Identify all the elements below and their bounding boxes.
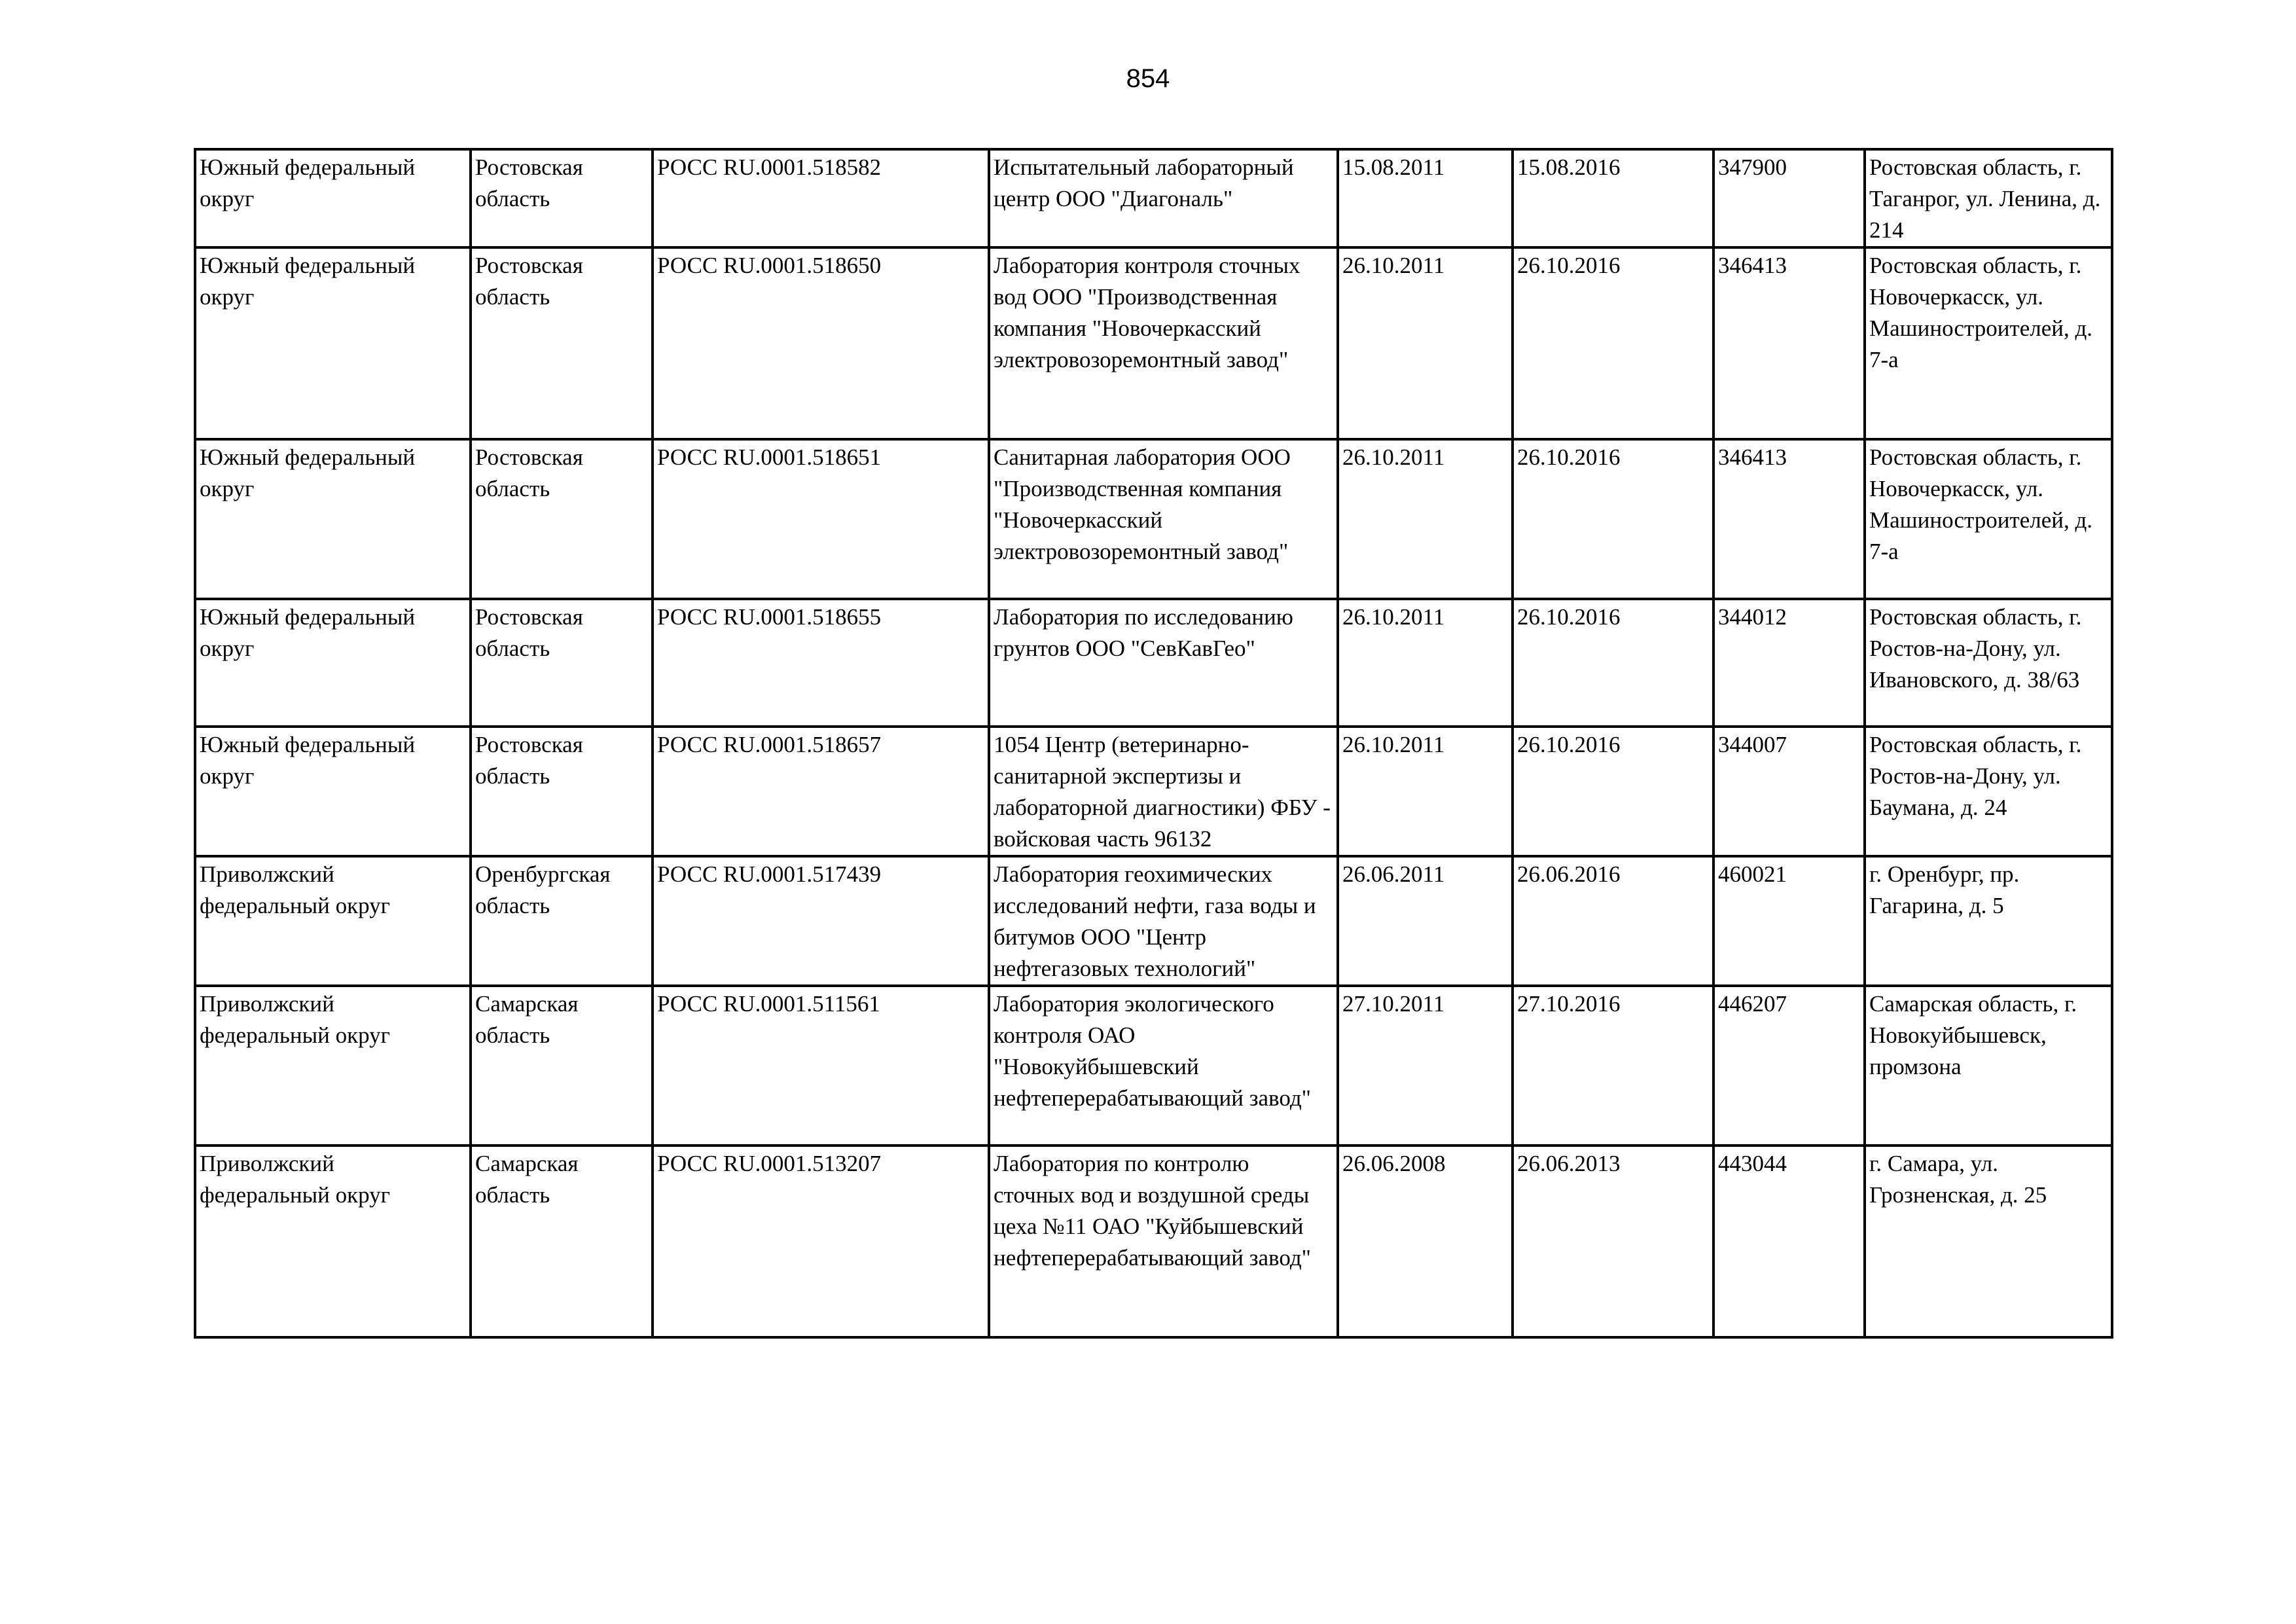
district-cell: Приволжский федеральный округ (195, 1146, 471, 1337)
address-cell: Ростовская область, г. Таганрог, ул. Ленина, д. 214 (1865, 149, 2112, 247)
date-from-cell: 26.06.2011 (1338, 856, 1513, 986)
table-row (195, 599, 2112, 727)
date-to-cell: 15.08.2016 (1513, 149, 1713, 247)
date-to-cell: 26.06.2016 (1513, 856, 1713, 986)
certificate-number-cell: РОСС RU.0001.511561 (653, 986, 989, 1146)
table-row (195, 986, 2112, 1146)
date-to-cell: 26.06.2013 (1513, 1146, 1713, 1337)
date-to-cell: 26.10.2016 (1513, 599, 1713, 727)
table-row (195, 1146, 2112, 1337)
laboratory-name-cell: Лаборатория по исследованию грунтов ООО "СевКавГео" (989, 599, 1338, 727)
district-cell: Приволжский федеральный округ (195, 856, 471, 986)
laboratory-name-cell: Лаборатория по контролю сточных вод и воздушной среды цеха №11 ОАО "Куйбышевский нефтеперерабатывающий завод" (989, 1146, 1338, 1337)
date-from-cell: 26.10.2011 (1338, 599, 1513, 727)
laboratory-registry-table (194, 148, 2113, 1339)
postal-index-cell: 344012 (1713, 599, 1865, 727)
postal-index-cell: 460021 (1713, 856, 1865, 986)
region-cell: Ростовская область (471, 727, 653, 856)
date-from-cell: 15.08.2011 (1338, 149, 1513, 247)
date-to-cell: 26.10.2016 (1513, 727, 1713, 856)
laboratory-name-cell: Лаборатория контроля сточных вод ООО "Производственная компания "Новочеркасский электровозоремонтный завод" (989, 247, 1338, 439)
laboratory-name-cell: Лаборатория экологического контроля ОАО "Новокуйбышевский нефтеперерабатывающий завод" (989, 986, 1338, 1146)
laboratory-name-cell: 1054 Центр (ветеринарно-санитарной экспертизы и лабораторной диагностики) ФБУ - войсковая часть 96132 (989, 727, 1338, 856)
date-from-cell: 26.10.2011 (1338, 247, 1513, 439)
district-cell: Южный федеральный округ (195, 727, 471, 856)
postal-index-cell: 346413 (1713, 439, 1865, 599)
postal-index-cell: 347900 (1713, 149, 1865, 247)
region-cell: Ростовская область (471, 439, 653, 599)
address-cell: Самарская область, г. Новокуйбышевск, промзона (1865, 986, 2112, 1146)
date-to-cell: 26.10.2016 (1513, 439, 1713, 599)
postal-index-cell: 443044 (1713, 1146, 1865, 1337)
postal-index-cell: 346413 (1713, 247, 1865, 439)
certificate-number-cell: РОСС RU.0001.518657 (653, 727, 989, 856)
region-cell: Ростовская область (471, 149, 653, 247)
address-cell: Ростовская область, г. Ростов-на-Дону, ул. Баумана, д. 24 (1865, 727, 2112, 856)
district-cell: Южный федеральный округ (195, 149, 471, 247)
date-from-cell: 27.10.2011 (1338, 986, 1513, 1146)
certificate-number-cell: РОСС RU.0001.518655 (653, 599, 989, 727)
address-cell: г. Оренбург, пр. Гагарина, д. 5 (1865, 856, 2112, 986)
table-body (195, 149, 2112, 1337)
region-cell: Оренбургская область (471, 856, 653, 986)
table-row (195, 247, 2112, 439)
date-to-cell: 27.10.2016 (1513, 986, 1713, 1146)
certificate-number-cell: РОСС RU.0001.517439 (653, 856, 989, 986)
region-cell: Самарская область (471, 986, 653, 1146)
postal-index-cell: 446207 (1713, 986, 1865, 1146)
district-cell: Южный федеральный округ (195, 247, 471, 439)
region-cell: Ростовская область (471, 247, 653, 439)
laboratory-name-cell: Испытательный лабораторный центр ООО "Диагональ" (989, 149, 1338, 247)
district-cell: Приволжский федеральный округ (195, 986, 471, 1146)
address-cell: Ростовская область, г. Новочеркасск, ул. Машиностроителей, д. 7-а (1865, 439, 2112, 599)
page-number: 854 (1126, 64, 1170, 93)
date-to-cell: 26.10.2016 (1513, 247, 1713, 439)
date-from-cell: 26.06.2008 (1338, 1146, 1513, 1337)
certificate-number-cell: РОСС RU.0001.513207 (653, 1146, 989, 1337)
table-row (195, 149, 2112, 247)
certificate-number-cell: РОСС RU.0001.518582 (653, 149, 989, 247)
address-cell: Ростовская область, г. Новочеркасск, ул. Машиностроителей, д. 7-а (1865, 247, 2112, 439)
region-cell: Ростовская область (471, 599, 653, 727)
certificate-number-cell: РОСС RU.0001.518650 (653, 247, 989, 439)
district-cell: Южный федеральный округ (195, 599, 471, 727)
postal-index-cell: 344007 (1713, 727, 1865, 856)
table-row (195, 727, 2112, 856)
certificate-number-cell: РОСС RU.0001.518651 (653, 439, 989, 599)
table-row (195, 856, 2112, 986)
district-cell: Южный федеральный округ (195, 439, 471, 599)
laboratory-name-cell: Санитарная лаборатория ООО "Производственная компания "Новочеркасский электровозоремонтный завод" (989, 439, 1338, 599)
table-row (195, 439, 2112, 599)
address-cell: г. Самара, ул. Грозненская, д. 25 (1865, 1146, 2112, 1337)
date-from-cell: 26.10.2011 (1338, 727, 1513, 856)
address-cell: Ростовская область, г. Ростов-на-Дону, ул. Ивановского, д. 38/63 (1865, 599, 2112, 727)
laboratory-name-cell: Лаборатория геохимических исследований нефти, газа воды и битумов ООО "Центр нефтегазовых технологий" (989, 856, 1338, 986)
date-from-cell: 26.10.2011 (1338, 439, 1513, 599)
region-cell: Самарская область (471, 1146, 653, 1337)
